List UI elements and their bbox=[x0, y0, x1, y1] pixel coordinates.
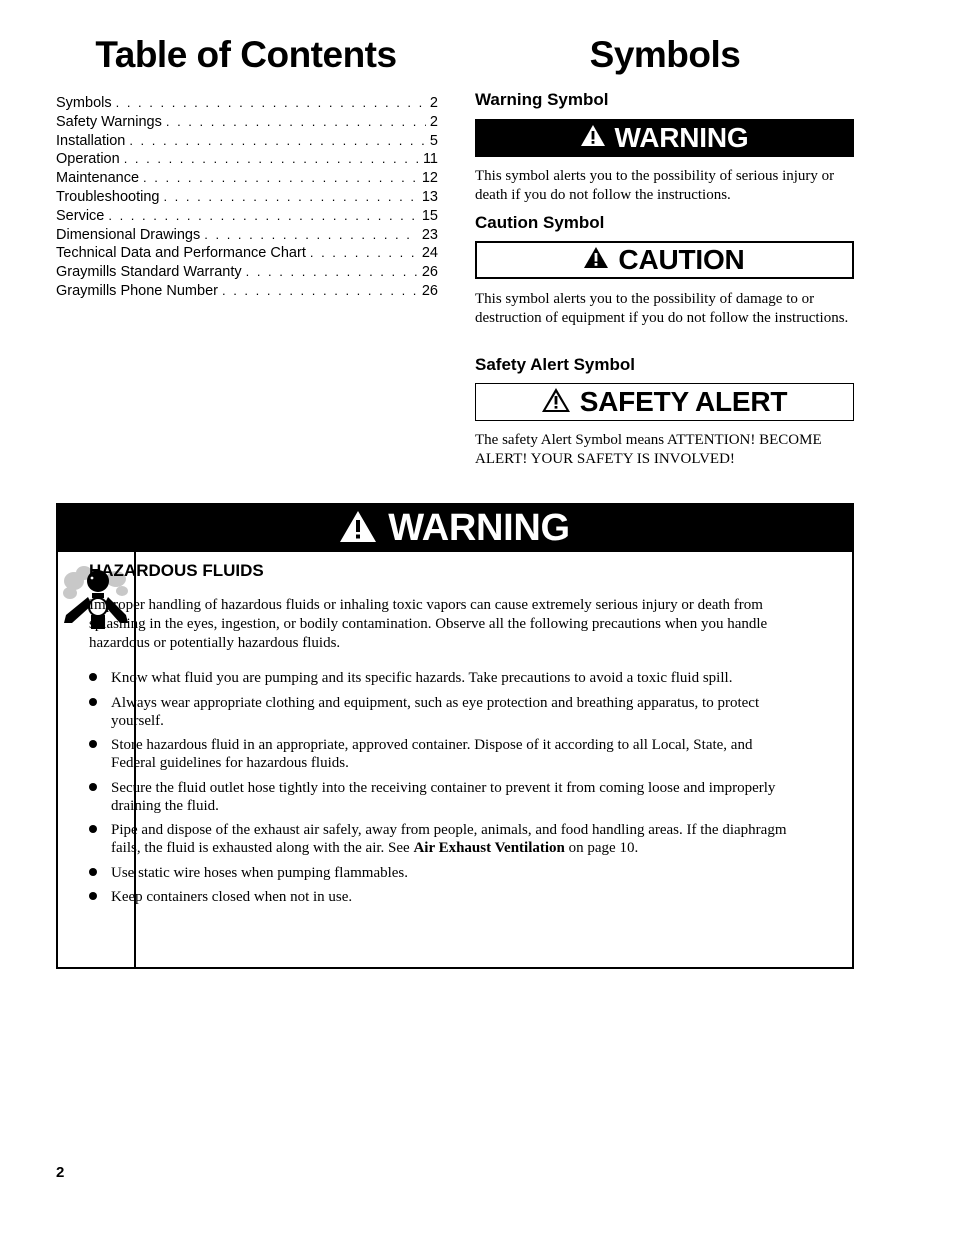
toc-leader bbox=[166, 113, 426, 132]
bullet-icon bbox=[89, 825, 97, 833]
toc-list bbox=[56, 94, 438, 301]
bullet-icon bbox=[89, 868, 97, 876]
list-item: Store hazardous fluid in an appropriate, approved container. Dispose of it according to all Local, State, and Federal guidelines for hazardous fluids. bbox=[89, 736, 789, 772]
toc-entry[interactable] bbox=[56, 132, 438, 151]
warning-symbol-label: WARNING bbox=[614, 122, 749, 153]
toc-entry-label: Symbols bbox=[56, 95, 112, 111]
toc-leader bbox=[222, 282, 418, 301]
bullet-icon bbox=[89, 783, 97, 791]
toc-entry-page: 15 bbox=[421, 207, 438, 224]
toc-entry[interactable] bbox=[56, 226, 438, 245]
toc-entry[interactable] bbox=[56, 188, 438, 207]
air-exhaust-ventilation-reference: Air Exhaust Ventilation bbox=[413, 840, 565, 856]
toc-entry-page: 2 bbox=[429, 113, 438, 130]
toc-entry[interactable] bbox=[56, 113, 438, 132]
list-item: Keep containers closed when not in use. bbox=[89, 888, 789, 906]
symbols-title: Symbols bbox=[589, 34, 741, 75]
toc-entry-page: 11 bbox=[422, 151, 438, 168]
toc-entry[interactable] bbox=[56, 94, 438, 113]
toc-entry[interactable] bbox=[56, 263, 438, 282]
toc-leader bbox=[124, 150, 419, 169]
caution-symbol-text: This symbol alerts you to the possibility of damage to or destruction of equipment if you do not follow the instructions. bbox=[475, 291, 849, 326]
warning-panel-title: WARNING bbox=[388, 507, 570, 549]
caution-symbol-box bbox=[475, 241, 854, 279]
bullet-icon bbox=[89, 673, 97, 681]
toc-entry-label: Dimensional Drawings bbox=[56, 226, 201, 243]
safety-alert-symbol-label: SAFETY ALERT bbox=[579, 386, 788, 417]
safety-alert-symbol-text: The safety Alert Symbol means ATTENTION! BECOME ALERT! YOUR SAFETY IS INVOLVED! bbox=[475, 432, 822, 467]
list-item: Secure the fluid outlet hose tightly into the receiving container to prevent it from coming loose and improperly draining the fluid. bbox=[89, 779, 789, 815]
toc-entry[interactable] bbox=[56, 150, 438, 169]
toc-entry-page: 24 bbox=[421, 245, 438, 262]
toc-leader bbox=[163, 188, 417, 207]
caution-symbol-heading: Caution Symbol bbox=[475, 213, 605, 232]
warning-symbol-text: This symbol alerts you to the possibility of serious injury or death if you do not follow the instructions. bbox=[475, 168, 835, 203]
list-item: Always wear appropriate clothing and equipment, such as eye protection and breathing apparatus, to protect yourself. bbox=[89, 694, 789, 730]
warning-panel-header bbox=[58, 505, 852, 552]
caution-triangle-icon bbox=[584, 247, 608, 273]
hazard-title: HAZARDOUS FLUIDS bbox=[89, 561, 264, 580]
warning-triangle-icon bbox=[340, 511, 376, 547]
list-item: Know what fluid you are pumping and its specific hazards. Take precautions to avoid a toxic fluid spill. bbox=[89, 669, 789, 687]
toc-entry-label: Graymills Phone Number bbox=[56, 282, 218, 299]
toc-entry-label: Maintenance bbox=[56, 170, 140, 187]
toc-leader bbox=[116, 94, 426, 113]
toc-entry[interactable] bbox=[56, 244, 438, 263]
toc-entry[interactable] bbox=[56, 282, 438, 301]
bullet-icon bbox=[89, 740, 97, 748]
toc-entry-page: 26 bbox=[421, 264, 438, 281]
toc-entry-label: Operation bbox=[56, 151, 120, 168]
toc-leader bbox=[204, 226, 418, 245]
toc-leader bbox=[246, 263, 418, 282]
toc-entry-label: Troubleshooting bbox=[56, 188, 160, 205]
safety-alert-symbol-heading: Safety Alert Symbol bbox=[475, 355, 635, 374]
toc-entry[interactable] bbox=[56, 207, 438, 226]
warning-symbol-box bbox=[475, 119, 854, 157]
safety-alert-triangle-icon bbox=[542, 388, 570, 417]
toc-title: Table of Contents bbox=[95, 34, 397, 75]
caution-symbol-label: CAUTION bbox=[618, 244, 745, 275]
toc-entry-page: 13 bbox=[421, 188, 438, 205]
precaution-list bbox=[89, 669, 789, 913]
hazard-intro: Improper handling of hazardous fluids or inhaling toxic vapors can cause extremely serious injury or death from splashing in the eyes, ingestion, or bodily contamination. Observe all the following precautions when you handle hazardous or potentially hazardous fluids. bbox=[89, 597, 768, 651]
toc-entry-label: Safety Warnings bbox=[56, 113, 162, 130]
toc-entry-page: 23 bbox=[421, 226, 438, 243]
toc-entry-page: 5 bbox=[429, 132, 438, 149]
toc-entry-page: 12 bbox=[421, 170, 438, 187]
toc-entry-page: 2 bbox=[429, 95, 438, 111]
warning-symbol-heading: Warning Symbol bbox=[475, 90, 609, 109]
toc-entry-page: 26 bbox=[421, 282, 438, 299]
toc-entry-label: Graymills Standard Warranty bbox=[56, 264, 242, 281]
page-number: 2 bbox=[56, 1164, 65, 1181]
toc-leader bbox=[129, 132, 426, 151]
toc-leader bbox=[143, 169, 418, 188]
bullet-icon bbox=[89, 698, 97, 706]
toc-entry-label: Service bbox=[56, 207, 105, 224]
toc-entry-label: Installation bbox=[56, 132, 126, 149]
warning-triangle-icon bbox=[581, 125, 605, 151]
toc-entry-label: Technical Data and Performance Chart bbox=[56, 245, 306, 262]
bullet-icon bbox=[89, 892, 97, 900]
list-item: Pipe and dispose of the exhaust air safely, away from people, animals, and food handling areas. If the diaphragm fails, the fluid is exhausted along with the air. See Air Exhaust Ventilation on page 10. bbox=[89, 821, 789, 857]
safety-alert-symbol-box bbox=[475, 383, 854, 421]
toc-entry[interactable] bbox=[56, 169, 438, 188]
toc-leader bbox=[310, 244, 418, 263]
toc-leader bbox=[108, 207, 418, 226]
list-item: Use static wire hoses when pumping flammables. bbox=[89, 864, 789, 882]
